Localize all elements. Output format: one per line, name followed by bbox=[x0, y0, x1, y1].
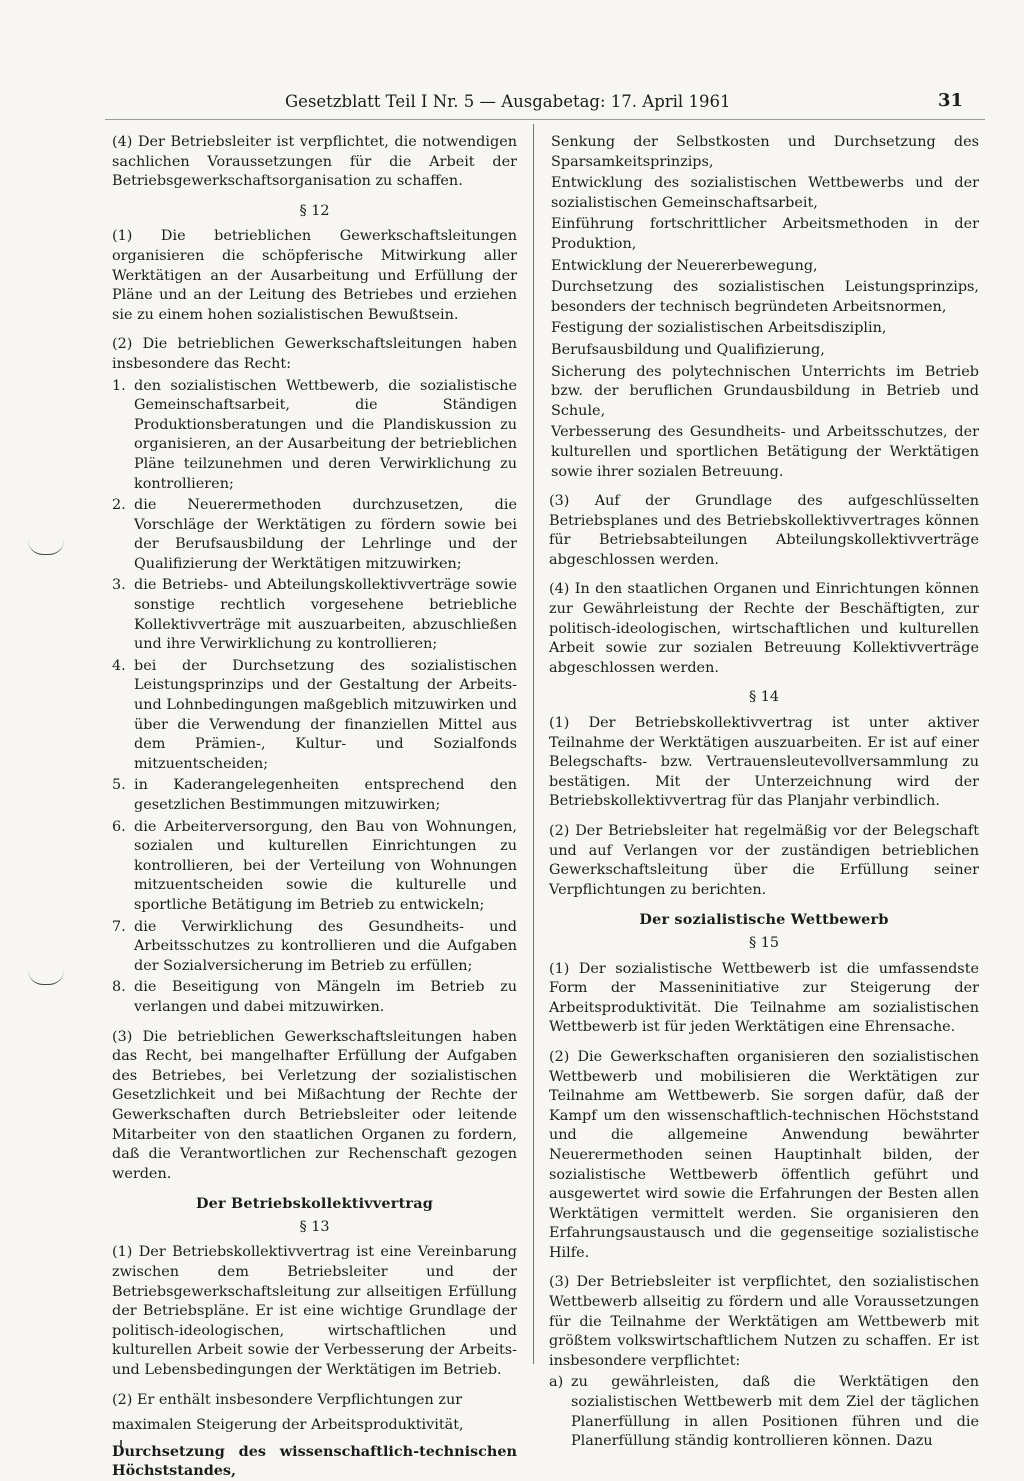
heading-betriebskollektivvertrag: Der Betriebskollektivvertrag bbox=[196, 1195, 433, 1213]
section-14-title: § 14 bbox=[748, 689, 780, 706]
section-12-paragraph-1: (1) Die betrieblichen Gewerkschaftsleitungen organisieren die schöpferische Mitwirkung aller Werktätigen an der Ausarbeitung und Erfüllung der Pläne und an der Leitung des Betriebes und erziehen sie zu einem hohen sozialistischen Bewußtsein. bbox=[112, 228, 517, 323]
list-item: 6. die Arbeiterversorgung, den Bau von Wohnungen, sozialen und kulturellen Einrichtungen zu kontrollieren, bei der Verteilung von Wohnungen mitzuentscheiden sowie die kulturelle und sportliche Betätigung im Betrieb zu entwickeln; bbox=[112, 818, 517, 913]
section-13-paragraph-2-line-2: maximalen Steigerung der Arbeitsproduktivität, bbox=[112, 1417, 464, 1434]
list-item: 2. die Neuerermethoden durchzusetzen, die Vorschläge der Werktätigen zu fördern sowie bei der Berufsausbildung der Lehrlinge und der Qualifizierung der Werktätigen mitzuwirken; bbox=[112, 497, 517, 572]
section-14-paragraph-1: (1) Der Betriebskollektivvertrag ist unter aktiver Teilnahme der Werktätigen auszuarbeiten. Er ist auf einer Belegschafts- bzw. Vertrauensleutevollversammlung zu bestätigen. Mit der Unterzeichnung wird der Betriebskollektivvertrag für das Planjahr verbindlich. bbox=[549, 715, 979, 810]
page-number: 31 bbox=[938, 90, 964, 111]
page-header: Gesetzblatt Teil I Nr. 5 — Ausgabetag: 17. April 1961 bbox=[285, 92, 731, 111]
list-item: Sicherung des polytechnischen Unterrichts im Betrieb bzw. der beruflichen Grundausbildung in Betrieb und Schule, bbox=[551, 363, 979, 419]
section-13-paragraph-4: (4) In den staatlichen Organen und Einrichtungen können zur Gewährleistung der Rechte der Beschäftigten, zur politisch-ideologischen, wirtschaftlichen und kulturellen Arbeit sowie zur sozialen Betreuung Kollektivverträge abgeschlossen werden. bbox=[549, 581, 979, 676]
section-13-paragraph-1: (1) Der Betriebskollektivvertrag ist eine Vereinbarung zwischen dem Betriebsleiter und der Betriebsgewerkschaftsleitung zur allseitigen Erfüllung der Betriebspläne. Er ist eine wichtige Grundlage der politisch-ideologischen, wirtschaftlichen und kulturellen Arbeit sowie der Verbesserung der Arbeits- und Lebensbedingungen der Werktätigen im Betrieb. bbox=[112, 1244, 517, 1379]
list-item: 5. in Kaderangelegenheiten entsprechend den gesetzlichen Bestimmungen mitzuwirken; bbox=[112, 777, 517, 813]
section-14-paragraph-2: (2) Der Betriebsleiter hat regelmäßig vor der Belegschaft und auf Verlangen vor der zuständigen betrieblichen Gewerkschaftsleitung über die Erfüllung seiner Verpflichtungen zu berichten. bbox=[549, 823, 979, 898]
list-item: Festigung der sozialistischen Arbeitsdisziplin, bbox=[551, 320, 887, 337]
margin-mark bbox=[28, 540, 64, 555]
list-item: 7. die Verwirklichung des Gesundheits- und Arbeitsschutzes zu kontrollieren und die Aufgaben der Sozialversicherung im Betrieb zu erfüllen; bbox=[112, 918, 517, 974]
paragraph-4: (4) Der Betriebsleiter ist verpflichtet, die notwendigen sachlichen Voraussetzungen für die Arbeit der Betriebsgewerkschaftsorganisation zu schaffen. bbox=[112, 134, 517, 190]
duties-list bbox=[549, 1373, 979, 1451]
column-divider bbox=[533, 124, 534, 1364]
list-item: Entwicklung des sozialistischen Wettbewerbs und der sozialistischen Gemeinschaftsarbeit, bbox=[551, 175, 979, 211]
list-item: Berufsausbildung und Qualifizierung, bbox=[551, 341, 825, 358]
list-item: Durchsetzung des sozialistischen Leistungsprinzips, besonders der technisch begründeten Arbeitsnormen, bbox=[551, 279, 979, 315]
list-item: 8. die Beseitigung von Mängeln im Betrieb zu verlangen und dabei mitzuwirken. bbox=[112, 979, 517, 1015]
right-column bbox=[549, 133, 979, 1450]
heading-sozialistischer-wettbewerb: Der sozialistische Wettbewerb bbox=[639, 911, 889, 929]
section-13-paragraph-3: (3) Auf der Grundlage des aufgeschlüsselten Betriebsplanes und des Betriebskollektivvertrages können für Betriebsabteilungen Abteilungskollektivverträge abgeschlossen werden. bbox=[549, 493, 979, 568]
header-rule bbox=[105, 119, 985, 120]
rights-list bbox=[112, 377, 517, 1018]
section-13-paragraph-2-line-1: (2) Er enthält insbesondere Verpflichtungen zur bbox=[112, 1391, 463, 1408]
list-item: a) zu gewährleisten, daß die Werktätigen den sozialistischen Wettbewerb mit dem Ziel der täglichen Planerfüllung in allen Positionen führen und die Planerfüllung ständig kontrollieren können. Dazu bbox=[549, 1374, 979, 1450]
section-12-title: § 12 bbox=[299, 202, 330, 219]
list-item: Entwicklung der Neuererbewegung, bbox=[551, 257, 818, 274]
section-15-paragraph-1: (1) Der sozialistische Wettbewerb ist die umfassendste Form der Masseninitiative zur Steigerung der Arbeitsproduktivität. Die Teilnahme am sozialistischen Wettbewerb ist für jeden Werktätigen eine Ehrensache. bbox=[549, 960, 979, 1036]
section-13-paragraph-2-line-3: Durchsetzung des wissenschaftlich-technischen Höchststandes, bbox=[112, 1442, 517, 1480]
section-12-paragraph-3: (3) Die betrieblichen Gewerkschaftsleitungen haben das Recht, bei mangelhafter Erfüllung der Aufgaben des Betriebes, bei Verletzung der sozialistischen Gesetzlichkeit und bei Mißachtung der Rechte der Gewerkschaften durch Betriebsleiter oder leitende Mitarbeiter von den staatlichen Organen zu fordern, daß die Verantwortlichen zur Rechenschaft gezogen werden. bbox=[112, 1028, 517, 1182]
section-15-title: § 15 bbox=[748, 934, 780, 951]
left-column bbox=[112, 133, 517, 1480]
obligations-list bbox=[549, 133, 979, 482]
section-12-paragraph-2: (2) Die betrieblichen Gewerkschaftsleitungen haben insbesondere das Recht: bbox=[112, 336, 517, 372]
margin-mark bbox=[28, 970, 64, 985]
list-item: Verbesserung des Gesundheits- und Arbeitsschutzes, der kulturellen und sportlichen Betätigung der Werktätigen sowie ihrer sozialen Betreuung. bbox=[551, 424, 979, 480]
section-13-title: § 13 bbox=[299, 1218, 330, 1235]
list-item: 1. den sozialistischen Wettbewerb, die sozialistische Gemeinschaftsarbeit, die Ständigen Produktionsberatungen und die Plandiskussion zu organisieren, an der Ausarbeitung der betrieblichen Pläne teilzunehmen und deren Verwirklichung zu kontrollieren; bbox=[112, 377, 517, 492]
section-15-paragraph-3: (3) Der Betriebsleiter ist verpflichtet, den sozialistischen Wettbewerb allseitig zu fördern und alle Voraussetzungen für die Teilnahme der Werktätigen am Wettbewerb mit größtem volkswirtschaftlichem Nutzen zu schaffen. Er ist insbesondere verpflichtet: bbox=[549, 1274, 979, 1369]
list-item: 3. die Betriebs- und Abteilungskollektivverträge sowie sonstige rechtlich vorgesehene betriebliche Kollektivverträge mit auszuarbeiten, abzuschließen und ihre Verwirklichung zu kontrollieren; bbox=[112, 577, 517, 653]
list-item: 4. bei der Durchsetzung des sozialistischen Leistungsprinzips und der Gestaltung der Arbeits- und Lohnbedingungen maßgeblich mitzuwirken und über die Verwendung der finanziellen Mittel aus dem Prämien-, Kultur- und Sozialfonds mitzuentscheiden; bbox=[112, 657, 517, 772]
section-15-paragraph-2: (2) Die Gewerkschaften organisieren den sozialistischen Wettbewerb und mobilisieren die Werktätigen zur Teilnahme am Wettbewerb. Sie sorgen dafür, daß der Kampf um den wissenschaftlich-technischen Höchststand und die allgemeine Anwendung bewährter Neuerermethoden seinen Hauptinhalt bilden, der sozialistische Wettbewerb öffentlich geführt und ausgewertet wird sowie die Erfahrungen der Besten allen Werktätigen vermittelt werden. Sie organisieren den Erfahrungsaustausch und die gegenseitige sozialistische Hilfe. bbox=[549, 1048, 979, 1261]
list-item: Senkung der Selbstkosten und Durchsetzung des Sparsamkeitsprinzips, bbox=[551, 134, 979, 170]
list-item: Einführung fortschrittlicher Arbeitsmethoden in der Produktion, bbox=[551, 216, 979, 252]
